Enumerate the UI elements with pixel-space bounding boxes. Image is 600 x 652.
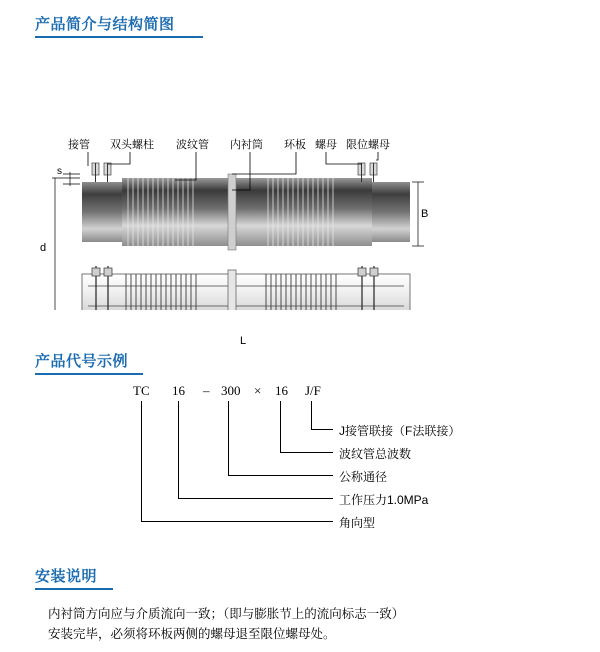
install-note-line-1: 内衬筒方向应与介质流向一致；（即与膨胀节上的流向标志一致） bbox=[48, 607, 405, 621]
code-token-pressure: 16 bbox=[172, 383, 185, 398]
code-desc-type: 角向型 bbox=[339, 516, 376, 530]
leader-vline-type bbox=[141, 401, 142, 521]
code-token-connection: J/F bbox=[305, 383, 321, 398]
leader-hline-pressure bbox=[178, 498, 333, 499]
callout-label-ring-plate: 环板 bbox=[284, 139, 306, 151]
code-token-times: × bbox=[254, 383, 262, 398]
structure-diagram-svg bbox=[0, 60, 600, 310]
callout-label-limit-nut: 限位螺母 bbox=[346, 139, 390, 151]
dimension-label-d: d bbox=[40, 242, 47, 254]
code-desc-diameter: 公称通径 bbox=[339, 470, 388, 484]
install-note-line-2: 安装完毕，必须将环板两侧的螺母退至限位螺母处。 bbox=[48, 627, 336, 641]
callout-label-bellows: 波纹管 bbox=[176, 139, 209, 151]
dimension-label-L: L bbox=[240, 335, 247, 347]
section-title-underline-structure bbox=[35, 36, 203, 38]
code-desc-pressure: 工作压力1.0MPa bbox=[339, 493, 429, 507]
callout-label-connector: 接管 bbox=[68, 139, 90, 151]
callout-label-liner: 内衬筒 bbox=[230, 139, 263, 151]
code-desc-wave-count: 波纹管总波数 bbox=[339, 447, 412, 461]
leader-vline-diameter bbox=[228, 401, 229, 475]
section-title-code-example: 产品代号示例 bbox=[35, 353, 129, 370]
section-title-install: 安装说明 bbox=[35, 568, 98, 585]
leader-hline-type bbox=[141, 521, 333, 522]
leader-hline-connection bbox=[311, 429, 333, 430]
section-title-structure: 产品简介与结构简图 bbox=[35, 16, 175, 33]
dimension-label-B: B bbox=[421, 208, 429, 220]
callout-label-stud-bolt: 双头螺柱 bbox=[110, 139, 154, 151]
code-token-wave-count: 16 bbox=[275, 383, 288, 398]
leader-vline-pressure bbox=[178, 401, 179, 498]
code-token-diameter: 300 bbox=[221, 383, 241, 398]
section-title-underline-install bbox=[35, 588, 113, 590]
leader-vline-wave-count bbox=[280, 401, 281, 452]
code-desc-connection: J接管联接（F法联接） bbox=[339, 424, 461, 438]
code-token-tc: TC bbox=[133, 383, 150, 398]
callout-label-nut: 螺母 bbox=[315, 139, 337, 151]
code-token-dash: – bbox=[203, 383, 210, 398]
structure-diagram bbox=[0, 60, 600, 347]
leader-vline-connection bbox=[311, 401, 312, 429]
product-code-example bbox=[0, 375, 600, 555]
leader-hline-wave-count bbox=[280, 452, 333, 453]
dimension-label-s: s bbox=[57, 166, 62, 177]
leader-hline-diameter bbox=[228, 475, 333, 476]
